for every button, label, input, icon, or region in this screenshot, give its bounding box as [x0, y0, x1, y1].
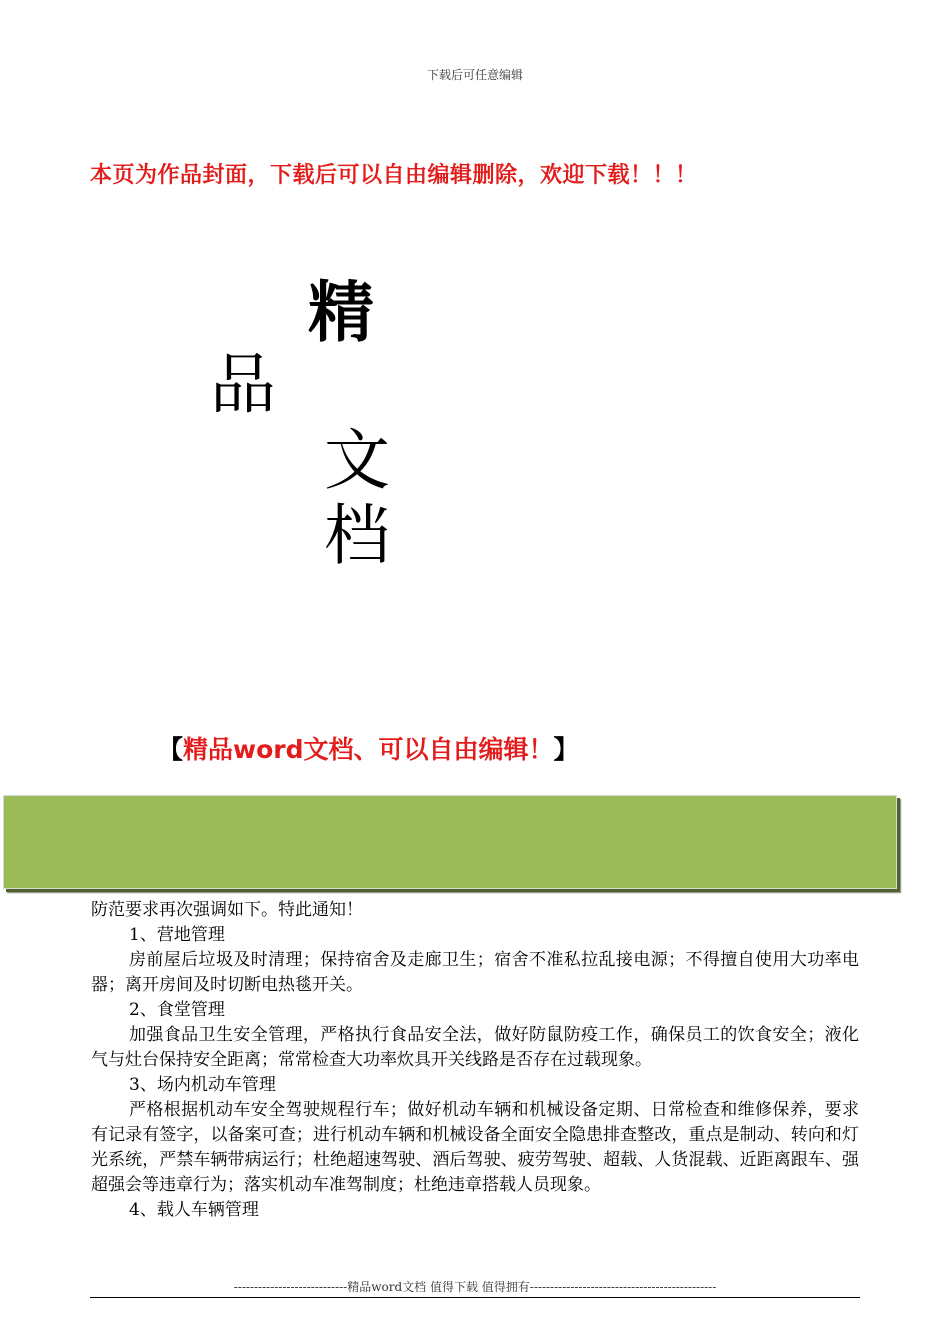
- body-paragraph: 严格根据机动车安全驾驶规程行车；做好机动车辆和机械设备定期、日常检查和维修保养，要求有记录有签字，以备案可查；进行机动车辆和机械设备全面安全隐患排查整改，重点是制动、转向和灯光系统，严禁车辆带病运行；杜绝超速驾驶、酒后驾驶、疲劳驾驶、超载、人货混载、近距离跟车、强超强会等违章行为；落实机动车准驾制度；杜绝违章搭载人员现象。: [91, 1100, 859, 1195]
- section-heading-canteen: 2、食堂管理: [129, 1000, 225, 1020]
- page-footer-text: ----------------------------精品word文档 值得下载 值得拥有----------------------------------------------: [233, 1280, 717, 1294]
- cover-notice: 本页为作品封面，下载后可以自由编辑删除，欢迎下载！！！: [90, 163, 698, 188]
- body-paragraph: 防范要求再次强调如下。特此通知！: [91, 900, 363, 920]
- page-header-note: 下载后可任意编辑: [426, 68, 523, 82]
- banner-open-bracket: 【: [158, 735, 184, 764]
- green-decorative-box: [3, 795, 897, 889]
- cover-title-char-1: 精: [308, 274, 374, 351]
- banner-close-bracket: 】: [553, 735, 579, 764]
- banner-text: 精品word文档、可以自由编辑！: [183, 735, 554, 764]
- editable-banner: [158, 730, 579, 766]
- document-body: [91, 898, 859, 1223]
- body-paragraph: 加强食品卫生安全管理，严格执行食品安全法，做好防鼠防疫工作，确保员工的饮食安全；液化气与灶台保持安全距离；常常检查大功率炊具开关线路是否存在过载现象。: [91, 1025, 859, 1070]
- section-heading-passenger-vehicles: 4、载人车辆管理: [129, 1200, 259, 1220]
- cover-title-char-2: 品: [210, 346, 276, 423]
- section-heading-camp: 1、营地管理: [129, 925, 225, 945]
- body-paragraph: 房前屋后垃圾及时清理；保持宿舍及走廊卫生；宿舍不准私拉乱接电源；不得擅自使用大功率电器；离开房间及时切断电热毯开关。: [91, 950, 859, 995]
- cover-title-char-3: 文: [324, 422, 390, 499]
- cover-title-char-4: 档: [324, 497, 390, 574]
- footer-divider: [90, 1297, 860, 1298]
- section-heading-vehicles: 3、场内机动车管理: [129, 1075, 276, 1095]
